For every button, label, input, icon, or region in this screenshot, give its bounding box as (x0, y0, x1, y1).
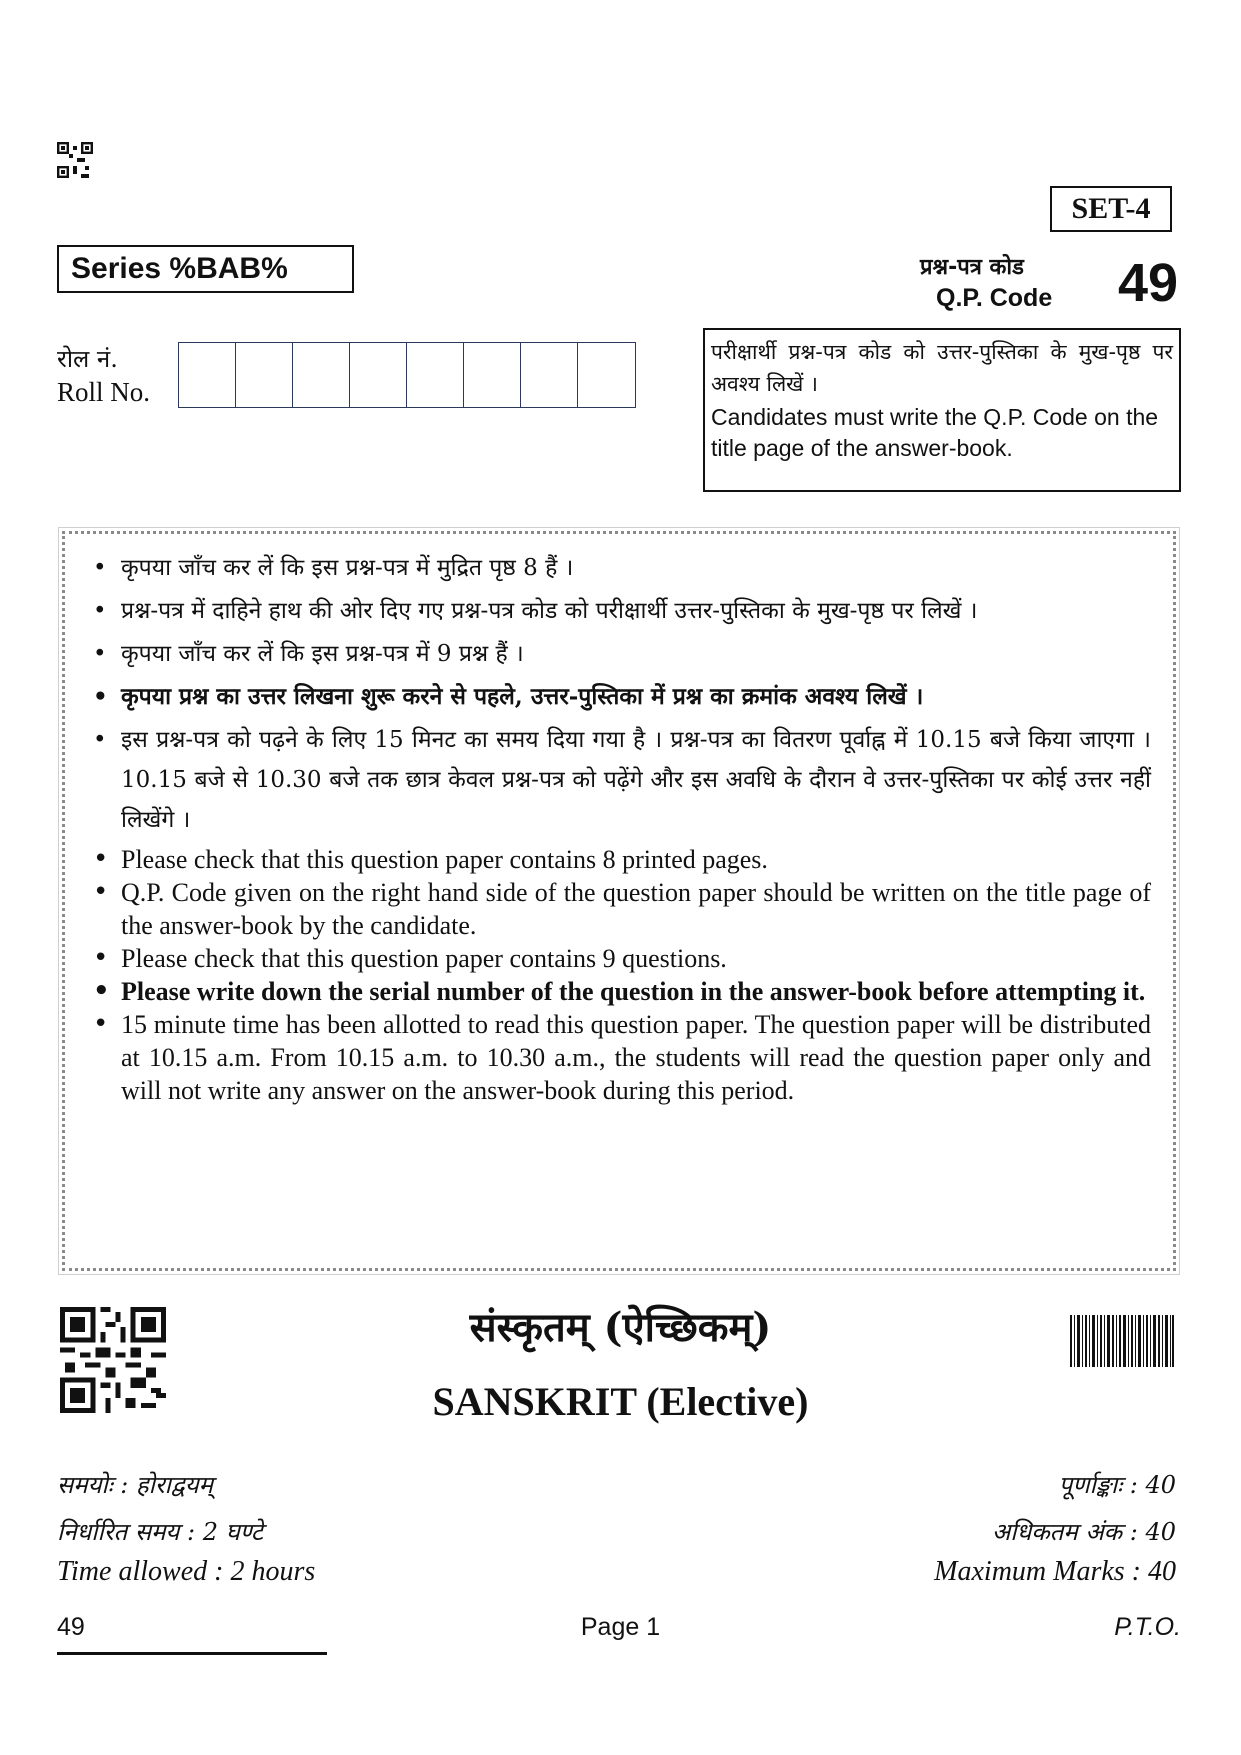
time-english: Time allowed : 2 hours (57, 1556, 316, 1587)
roll-no-box[interactable] (464, 343, 521, 407)
pto-label: P.T.O. (1114, 1613, 1181, 1641)
notice-hindi: परीक्षार्थी प्रश्न-पत्र कोड को उत्तर-पुस्तिका के मुख-पृष्ठ पर अवश्य लिखें । (711, 340, 1173, 396)
roll-no-hindi-label: रोल नं. (57, 345, 118, 373)
roll-no-box[interactable] (350, 343, 407, 407)
subject-title-english: SANSKRIT (Elective) (432, 1379, 809, 1424)
roll-no-box[interactable] (236, 343, 293, 407)
footer-qp-code: 49 (57, 1613, 85, 1641)
roll-no-box[interactable] (179, 343, 236, 407)
small-qr-code-icon (57, 142, 93, 178)
set-label: SET-4 (1050, 186, 1172, 232)
instruction-item: • इस प्रश्न-पत्र को पढ़ने के लिए 15 मिनट का समय दिया गया है । प्रश्न-पत्र का वितरण पूर्वाह्न में 10.15 बजे किया जाएगा । 10.15 बजे से 10.30 बजे तक छात्र केवल प्रश्न-पत्र को पढ़ेंगे और इस अवधि के दौरान वे उत्तर-पुस्तिका पर कोई उत्तर नहीं लिखेंगे । (87, 720, 1151, 840)
footer-divider (57, 1652, 327, 1655)
marks-hindi: अधिकतम अंक : 40 (991, 1518, 1176, 1546)
qp-code-hindi-label: प्रश्न-पत्र कोड (920, 255, 1024, 280)
notice-english: Candidates must write the Q.P. Code on the title page of the answer-book. (711, 404, 1159, 461)
marks-english: Maximum Marks : 40 (934, 1556, 1176, 1587)
time-hindi: निर्धारित समय : 2 घण्टे (57, 1518, 264, 1546)
instructions-box (62, 531, 1176, 1271)
instruction-item: • Q.P. Code given on the right hand side of the question paper should be written on the title page of the answer-book by the candidate. (87, 876, 1151, 942)
roll-no-english-label: Roll No. (57, 377, 151, 407)
instruction-item: • कृपया प्रश्न का उत्तर लिखना शुरू करने से पहले, उत्तर-पुस्तिका में प्रश्न का क्रमांक अवश्य लिखें । (87, 677, 1151, 717)
roll-no-box[interactable] (407, 343, 464, 407)
instruction-item: • 15 minute time has been allotted to read this question paper. The question paper will be distributed at 10.15 a.m. From 10.15 a.m. to 10.30 a.m., the students will read the question paper only and will not write any answer on the answer-book during this period. (87, 1008, 1151, 1107)
instruction-item: • Please check that this question paper contains 8 printed pages. (87, 843, 1151, 876)
instruction-item: • Please check that this question paper contains 9 questions. (87, 942, 1151, 975)
marks-sanskrit: पूर्णाङ्काः : 40 (1058, 1471, 1176, 1499)
series-label: Series %BAB% (57, 245, 354, 293)
subject-title-hindi: संस्कृतम् (ऐच्छिकम्) (469, 1304, 772, 1351)
instruction-item: • कृपया जाँच कर लें कि इस प्रश्न-पत्र में मुद्रित पृष्ठ 8 हैं । (87, 548, 1151, 588)
roll-no-box[interactable] (293, 343, 350, 407)
instruction-item: • कृपया जाँच कर लें कि इस प्रश्न-पत्र में 9 प्रश्न हैं । (87, 634, 1151, 674)
qp-code-english-label: Q.P. Code (936, 284, 1053, 312)
roll-no-boxes[interactable] (178, 342, 636, 408)
instructions-list (87, 548, 1151, 1107)
roll-no-box[interactable] (521, 343, 578, 407)
qp-code-number: 49 (1118, 253, 1179, 313)
page-number: Page 1 (580, 1613, 661, 1641)
instruction-item: • प्रश्न-पत्र में दाहिने हाथ की ओर दिए गए प्रश्न-पत्र कोड को परीक्षार्थी उत्तर-पुस्तिका के मुख-पृष्ठ पर लिखें । (87, 591, 1151, 631)
qp-code-notice (703, 328, 1181, 492)
roll-no-box[interactable] (578, 343, 635, 407)
time-sanskrit: समयोः : होराद्वयम् (57, 1471, 213, 1499)
instruction-item: • Please write down the serial number of the question in the answer-book before attempting it. (87, 975, 1151, 1008)
